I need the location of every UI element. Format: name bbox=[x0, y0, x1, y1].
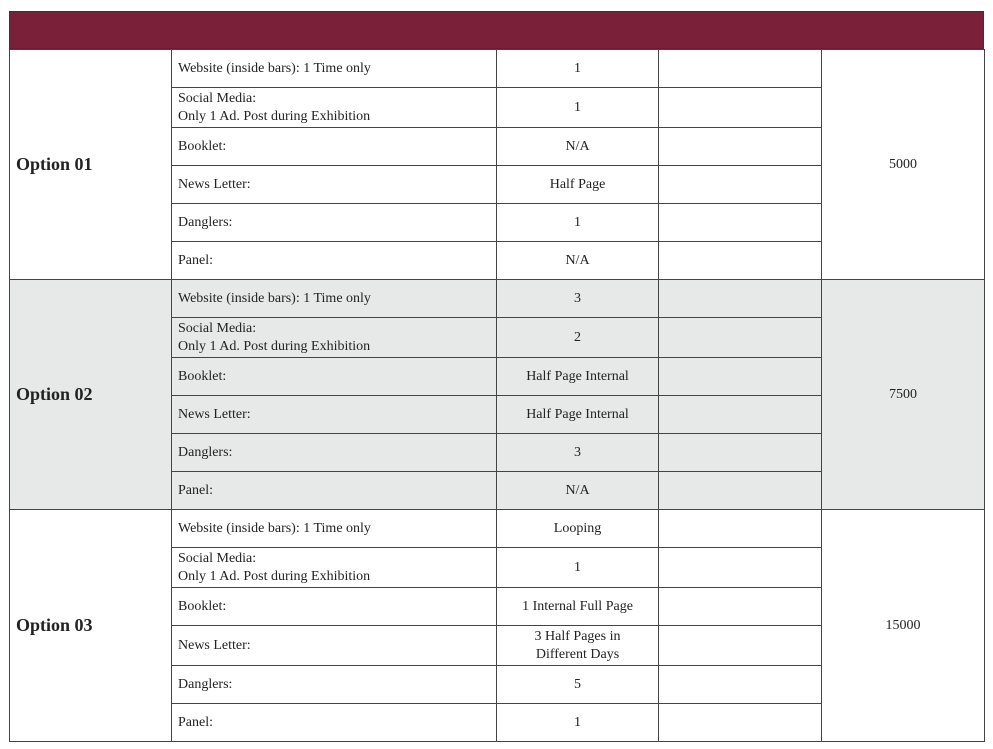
empty-cell bbox=[659, 472, 822, 510]
item-value bbox=[497, 204, 659, 242]
item-value-line: N/A bbox=[565, 138, 590, 154]
item-value bbox=[497, 472, 659, 510]
item-label-line: Social Media: bbox=[178, 320, 257, 336]
item-label-line: Only 1 Ad. Post during Exhibition bbox=[178, 568, 371, 584]
item-label-line: Social Media: bbox=[178, 90, 257, 106]
option-price: 7500 bbox=[822, 280, 985, 510]
item-value bbox=[497, 588, 659, 626]
empty-cell bbox=[659, 204, 822, 242]
item-value bbox=[497, 88, 659, 128]
empty-cell bbox=[659, 626, 822, 666]
option-name: Option 01 bbox=[10, 50, 172, 280]
item-value-line: Looping bbox=[553, 520, 602, 536]
item-value-line: 5 bbox=[574, 676, 581, 692]
table-row bbox=[10, 280, 985, 318]
item-value-line: 1 bbox=[574, 214, 581, 230]
empty-cell bbox=[659, 318, 822, 358]
item-value-line: N/A bbox=[565, 252, 590, 268]
item-value bbox=[497, 242, 659, 280]
item-label bbox=[172, 434, 497, 472]
item-label bbox=[172, 128, 497, 166]
item-label-line: Booklet: bbox=[178, 368, 227, 384]
item-value bbox=[497, 548, 659, 588]
empty-cell bbox=[659, 396, 822, 434]
item-value-line: 3 bbox=[574, 444, 581, 460]
item-label bbox=[172, 318, 497, 358]
item-label bbox=[172, 666, 497, 704]
item-label-line: Website (inside bars): 1 Time only bbox=[178, 290, 371, 306]
item-label-line: Only 1 Ad. Post during Exhibition bbox=[178, 338, 371, 354]
item-label bbox=[172, 704, 497, 742]
item-value-line: Half Page bbox=[549, 176, 606, 192]
sponsorship-options-table bbox=[9, 49, 985, 742]
item-label bbox=[172, 280, 497, 318]
item-label bbox=[172, 510, 497, 548]
empty-cell bbox=[659, 510, 822, 548]
empty-cell bbox=[659, 166, 822, 204]
item-label bbox=[172, 88, 497, 128]
item-label bbox=[172, 204, 497, 242]
option-price: 15000 bbox=[822, 510, 985, 742]
table-row bbox=[10, 510, 985, 548]
item-value-line: 1 bbox=[574, 60, 581, 76]
empty-cell bbox=[659, 50, 822, 88]
empty-cell bbox=[659, 280, 822, 318]
empty-cell bbox=[659, 128, 822, 166]
item-label bbox=[172, 396, 497, 434]
item-label-line: Booklet: bbox=[178, 138, 227, 154]
item-value-line: 3 Half Pages in bbox=[534, 628, 621, 644]
table-header-bar bbox=[9, 11, 984, 49]
item-value bbox=[497, 626, 659, 666]
item-label-line: Danglers: bbox=[178, 214, 233, 230]
empty-cell bbox=[659, 358, 822, 396]
item-value-line: Different Days bbox=[535, 646, 620, 662]
item-label bbox=[172, 166, 497, 204]
item-value bbox=[497, 128, 659, 166]
item-label bbox=[172, 626, 497, 666]
item-value bbox=[497, 166, 659, 204]
empty-cell bbox=[659, 704, 822, 742]
item-label-line: Danglers: bbox=[178, 676, 233, 692]
item-label bbox=[172, 50, 497, 88]
item-value-line: 1 bbox=[574, 99, 581, 115]
option-name: Option 02 bbox=[10, 280, 172, 510]
item-value-line: 1 bbox=[574, 714, 581, 730]
empty-cell bbox=[659, 242, 822, 280]
item-value-line: 2 bbox=[574, 329, 581, 345]
item-label-line: Website (inside bars): 1 Time only bbox=[178, 520, 371, 536]
item-value-line: 1 bbox=[574, 559, 581, 575]
item-value-line: Half Page Internal bbox=[526, 368, 629, 384]
item-value bbox=[497, 280, 659, 318]
item-label-line: Panel: bbox=[178, 482, 213, 498]
item-label bbox=[172, 548, 497, 588]
item-label bbox=[172, 242, 497, 280]
item-label-line: Website (inside bars): 1 Time only bbox=[178, 60, 371, 76]
empty-cell bbox=[659, 666, 822, 704]
sponsorship-table-container bbox=[9, 11, 984, 742]
item-value bbox=[497, 50, 659, 88]
item-label-line: Danglers: bbox=[178, 444, 233, 460]
table-row bbox=[10, 50, 985, 88]
item-value bbox=[497, 666, 659, 704]
item-label-line: Panel: bbox=[178, 252, 213, 268]
item-label-line: Panel: bbox=[178, 714, 213, 730]
item-value-line: 1 Internal Full Page bbox=[522, 598, 633, 614]
empty-cell bbox=[659, 434, 822, 472]
item-label-line: Only 1 Ad. Post during Exhibition bbox=[178, 108, 371, 124]
item-value bbox=[497, 434, 659, 472]
item-value bbox=[497, 396, 659, 434]
item-value bbox=[497, 510, 659, 548]
item-value bbox=[497, 704, 659, 742]
item-label bbox=[172, 588, 497, 626]
empty-cell bbox=[659, 548, 822, 588]
option-price: 5000 bbox=[822, 50, 985, 280]
item-label bbox=[172, 358, 497, 396]
item-label-line: News Letter: bbox=[178, 406, 251, 422]
item-value-line: N/A bbox=[565, 482, 590, 498]
option-name: Option 03 bbox=[10, 510, 172, 742]
item-label-line: News Letter: bbox=[178, 637, 251, 653]
item-value bbox=[497, 318, 659, 358]
item-label-line: News Letter: bbox=[178, 176, 251, 192]
item-label bbox=[172, 472, 497, 510]
item-label-line: Social Media: bbox=[178, 550, 257, 566]
item-value bbox=[497, 358, 659, 396]
item-label-line: Booklet: bbox=[178, 598, 227, 614]
item-value-line: Half Page Internal bbox=[526, 406, 629, 422]
empty-cell bbox=[659, 88, 822, 128]
empty-cell bbox=[659, 588, 822, 626]
item-value-line: 3 bbox=[574, 290, 581, 306]
